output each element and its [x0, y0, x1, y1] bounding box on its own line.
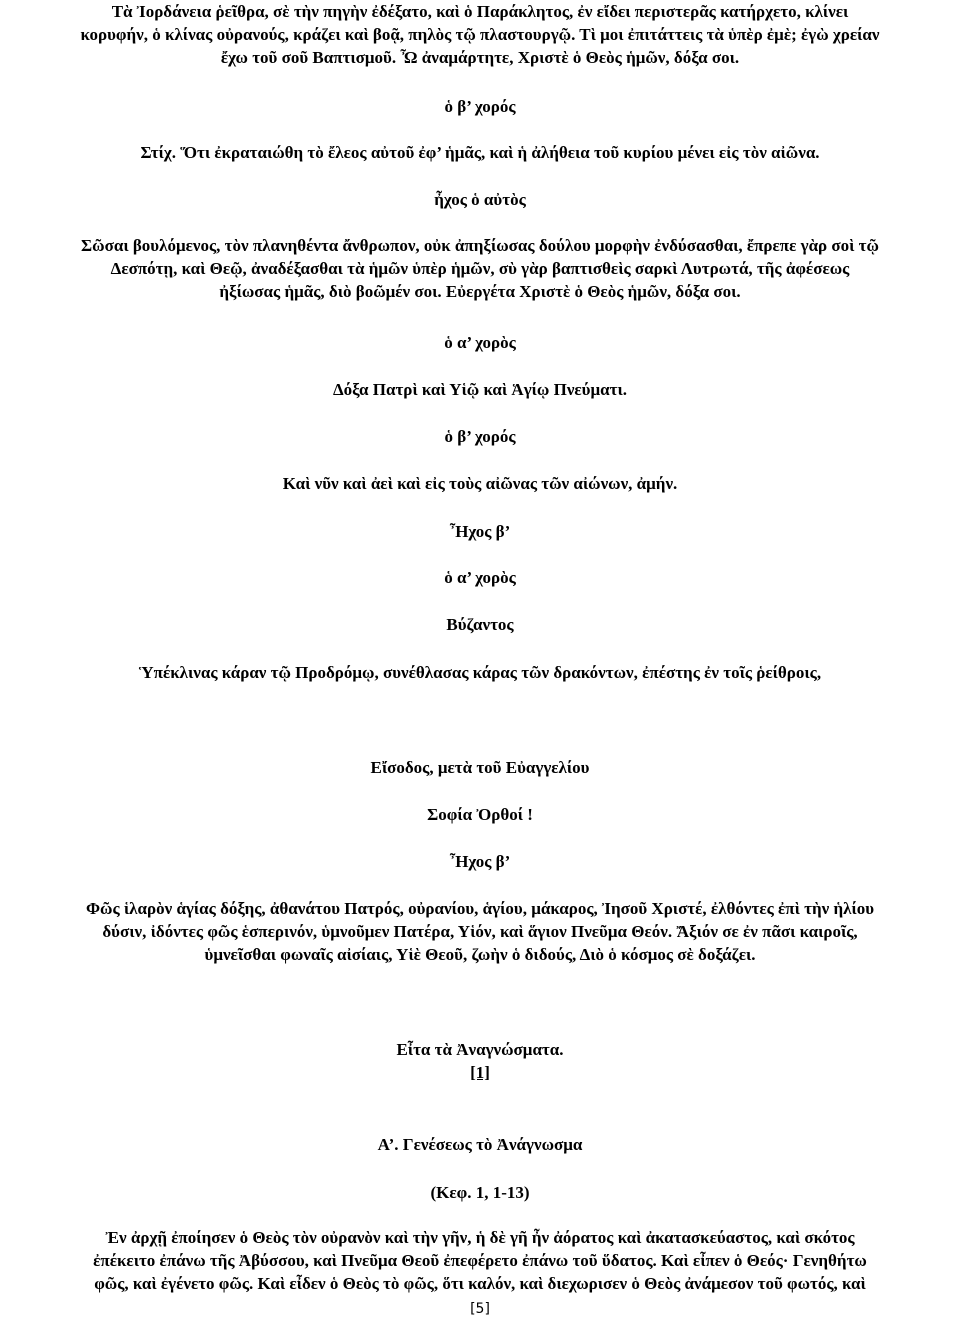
hymn-line: Ὑπέκλινας κάραν τῷ Προδρόμῳ, συνέθλασας κάρας τῶν δρακόντων, ἐπέστης ἐν τοῖς ῥείθροις,: [138, 663, 822, 682]
hymn-paragraph-3: [8, 897, 952, 966]
text-line: ὑμνεῖσθαι φωναῖς αἰσίαις, Υἱὲ Θεοῦ, ζωὴν ὁ διδούς, Διὸ ὁ κόσμος σὲ δοξάζει.: [204, 945, 756, 964]
text-line: Σῶσαι βουλόμενος, τὸν πλανηθέντα ἄνθρωπον, οὐκ ἀπηξίωσας δούλου μορφὴν ἐνδύσασθαι, ἔπρεπε γὰρ σοὶ τῷ: [81, 236, 879, 255]
footnote-link[interactable]: [1]: [470, 1063, 490, 1082]
text-line: Φῶς ἱλαρὸν ἁγίας δόξης, ἀθανάτου Πατρός, οὐρανίου, ἁγίου, μάκαρος, Ἰησοῦ Χριστέ, ἐλθόντες ἐπὶ τὴν ἡλίου: [85, 899, 875, 918]
section-heading: [8, 1038, 952, 1084]
echos-label: Ἦχος β’: [449, 522, 511, 541]
reading-title: Α’. Γενέσεως τὸ Ἀνάγνωσμα: [377, 1135, 583, 1154]
choir-label: ὁ β’ χορός: [444, 427, 516, 446]
text-line: ἔχω τοῦ σοῦ Βαπτισμοῦ. Ὦ ἀναμάρτητε, Χριστὲ ὁ Θεὸς ἡμῶν, δόξα σοι.: [220, 48, 740, 67]
text-line: ἠξίωσας ἡμᾶς, διὸ βοῶμέν σοι. Εὐεργέτα Χριστὲ ὁ Θεὸς ἡμῶν, δόξα σοι.: [219, 282, 741, 301]
section-heading: Εἴσοδος, μετὰ τοῦ Εὐαγγελίου: [370, 758, 590, 777]
proclamation: Σοφία Ὀρθοί !: [427, 805, 533, 824]
stich-verse: Στίχ. Ὅτι ἐκραταιώθη τὸ ἔλεος αὐτοῦ ἐφ’ ἡμᾶς, καὶ ἡ ἀλήθεια τοῦ κυρίου μένει εἰς τὸν αἰῶνα.: [140, 143, 820, 162]
readings-heading-text: Εἶτα τὰ Ἀναγνώσματα.: [396, 1040, 564, 1059]
reading-paragraph: [8, 1226, 952, 1295]
text-line: ἐπέκειτο ἐπάνω τῆς Ἀβύσσου, καὶ Πνεῦμα Θεοῦ ἐπεφέρετο ἐπάνω τοῦ ὕδατος. Καὶ εἶπεν ὁ Θεός· Γενηθήτω: [93, 1251, 867, 1270]
text-line: δύσιν, ἰδόντες φῶς ἑσπερινόν, ὑμνοῦμεν Πατέρα, Υἱόν, καὶ ἅγιον Πνεῦμα Θεόν. Ἄξιόν σε ἐν πᾶσι καιροῖς,: [102, 922, 858, 941]
text-line: Δεσπότῃ, καὶ Θεῷ, ἀναδέξασθαι τὰ ἡμῶν ὑπὲρ ἡμῶν, σὺ γὰρ βαπτισθεὶς σαρκὶ Λυτρωτά, τῆς ἀφέσεως: [110, 259, 850, 278]
choir-label: ὁ α’ χορὸς: [444, 568, 516, 587]
choir-label: ὁ β’ χορός: [444, 97, 516, 116]
choir-label: ὁ α’ χορὸς: [444, 333, 516, 352]
hymn-attribution: Βύζαντος: [446, 615, 514, 634]
text-line: Τὰ Ἰορδάνεια ῥεῖθρα, σὲ τὴν πηγὴν ἐδέξατο, καὶ ὁ Παράκλητος, ἐν εἴδει περιστερᾶς κατήρχετο, κλίνει: [111, 2, 849, 21]
hymn-paragraph-1: [8, 0, 952, 69]
text-line: κορυφήν, ὁ κλίνας οὐρανούς, κράζει καὶ βοᾷ, πηλὸς τῷ πλαστουργῷ. Τὶ μοι ἐπιτάττεις τὰ ὑπὲρ ἐμὲ; ἐγὼ χρείαν: [80, 25, 880, 44]
doxology-verse: Δόξα Πατρὶ καὶ Υἱῷ καὶ Ἁγίῳ Πνεύματι.: [333, 380, 627, 399]
text-line: Ἐν ἀρχῇ ἐποίησεν ὁ Θεὸς τὸν οὐρανὸν καὶ τὴν γῆν, ἡ δὲ γῆ ἦν ἀόρατος καὶ ἀκατασκεύαστος, καὶ σκότος: [105, 1228, 855, 1247]
echos-label: Ἦχος β’: [449, 852, 511, 871]
echos-label: ἦχος ὁ αὐτὸς: [434, 190, 526, 209]
chapter-reference: (Κεφ. 1, 1-13): [430, 1183, 530, 1202]
hymn-paragraph-2: [8, 234, 952, 303]
kai-nyn-verse: Καὶ νῦν καὶ ἀεὶ καὶ εἰς τοὺς αἰῶνας τῶν αἰώνων, ἀμήν.: [282, 474, 678, 493]
page-number: [5]: [470, 1301, 490, 1317]
text-line: φῶς, καὶ ἐγένετο φῶς. Καὶ εἶδεν ὁ Θεὸς τὸ φῶς, ὅτι καλόν, καὶ διεχωρισεν ὁ Θεὸς ἀνάμεσον τοῦ φωτός, καὶ: [94, 1274, 866, 1293]
